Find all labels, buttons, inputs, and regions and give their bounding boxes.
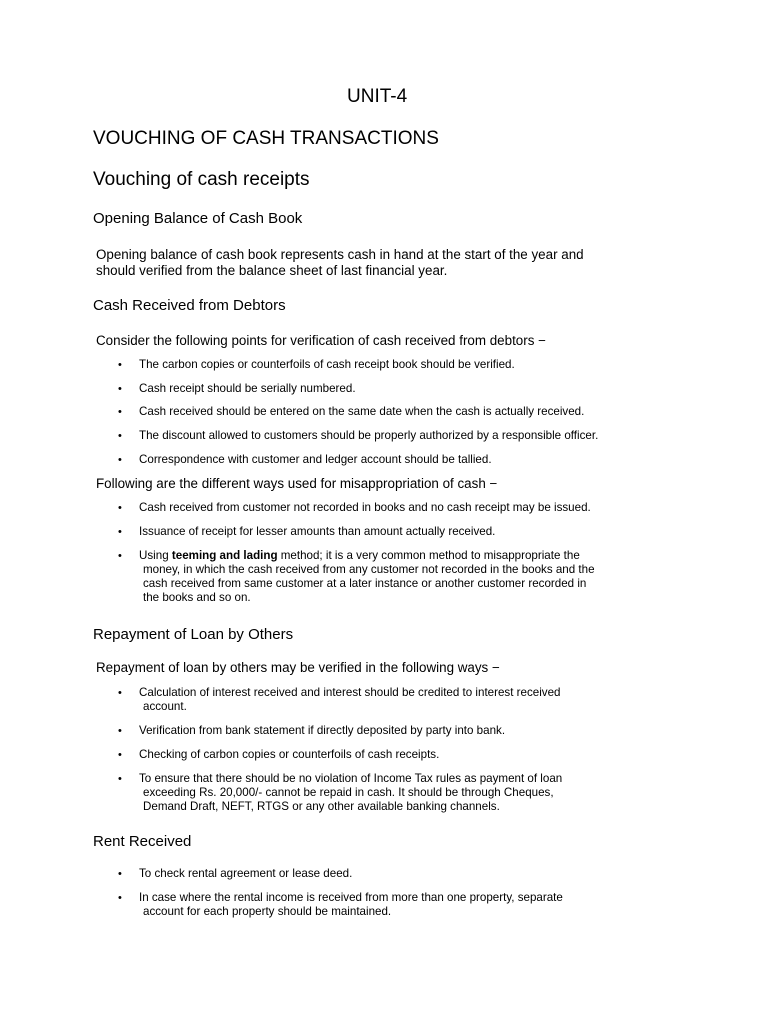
bullet-icon: • bbox=[118, 406, 122, 418]
document-title: VOUCHING OF CASH TRANSACTIONS bbox=[93, 128, 439, 149]
loan-intro: Repayment of loan by others may be verified in the following ways − bbox=[96, 660, 500, 675]
bullet-icon: • bbox=[118, 550, 122, 562]
unit-label: UNIT-4 bbox=[347, 86, 408, 107]
bullet-icon: • bbox=[118, 892, 122, 904]
bullet-icon: • bbox=[118, 687, 122, 699]
list-item: • To check rental agreement or lease deed. bbox=[118, 867, 353, 880]
list-item: • Issuance of receipt for lesser amounts than amount actually received. bbox=[118, 525, 496, 538]
bullet-icon: • bbox=[118, 526, 122, 538]
section-heading-opening-balance: Opening Balance of Cash Book bbox=[93, 210, 303, 227]
section-heading-loan-repayment: Repayment of Loan by Others bbox=[93, 626, 294, 643]
bullet-icon: • bbox=[118, 383, 122, 395]
list-item: • The carbon copies or counterfoils of cash receipt book should be verified. bbox=[118, 358, 515, 371]
misappropriation-intro: Following are the different ways used for misappropriation of cash − bbox=[96, 476, 498, 491]
bullet-icon: • bbox=[118, 359, 122, 371]
opening-balance-paragraph: Opening balance of cash book represents cash in hand at the start of the year and should verified from the balance sheet of last financial year. bbox=[96, 247, 584, 278]
list-item: • The discount allowed to customers should be properly authorized by a responsible officer. bbox=[118, 429, 599, 442]
list-item: • Cash receipt should be serially numbered. bbox=[118, 382, 356, 395]
list-item: • Using teeming and lading method; it is a very common method to misappropriate the money, in which the cash received from any customer not recorded in the books and the cash received from same customer at a later instance or another customer recorded in the books and so on. bbox=[118, 549, 595, 604]
bullet-icon: • bbox=[118, 749, 122, 761]
debtors-intro: Consider the following points for verification of cash received from debtors − bbox=[96, 333, 546, 348]
list-item: • In case where the rental income is received from more than one property, separate account for each property should be maintained. bbox=[118, 891, 563, 918]
bullet-icon: • bbox=[118, 773, 122, 785]
section-heading-rent-received: Rent Received bbox=[93, 833, 192, 850]
list-item: • Cash received from customer not recorded in books and no cash receipt may be issued. bbox=[118, 501, 591, 514]
list-item: • Verification from bank statement if directly deposited by party into bank. bbox=[118, 724, 506, 737]
bullet-icon: • bbox=[118, 454, 122, 466]
teeming-and-lading-term: teeming and lading bbox=[171, 549, 278, 562]
bullet-icon: • bbox=[118, 868, 122, 880]
list-item: • Checking of carbon copies or counterfoils of cash receipts. bbox=[118, 748, 440, 761]
section-heading-cash-debtors: Cash Received from Debtors bbox=[93, 297, 286, 314]
list-item: • Cash received should be entered on the same date when the cash is actually received. bbox=[118, 405, 585, 418]
bullet-icon: • bbox=[118, 430, 122, 442]
list-item: • Correspondence with customer and ledger account should be tallied. bbox=[118, 453, 492, 466]
list-item: • Calculation of interest received and interest should be credited to interest received account. bbox=[118, 686, 561, 713]
document-subtitle: Vouching of cash receipts bbox=[93, 169, 310, 190]
bullet-icon: • bbox=[118, 502, 122, 514]
list-item: • To ensure that there should be no violation of Income Tax rules as payment of loan exceeding Rs. 20,000/- cannot be repaid in cash. It should be through Cheques, Demand Draft, NEFT, RTGS or any other available banking channels. bbox=[118, 772, 563, 813]
bullet-icon: • bbox=[118, 725, 122, 737]
